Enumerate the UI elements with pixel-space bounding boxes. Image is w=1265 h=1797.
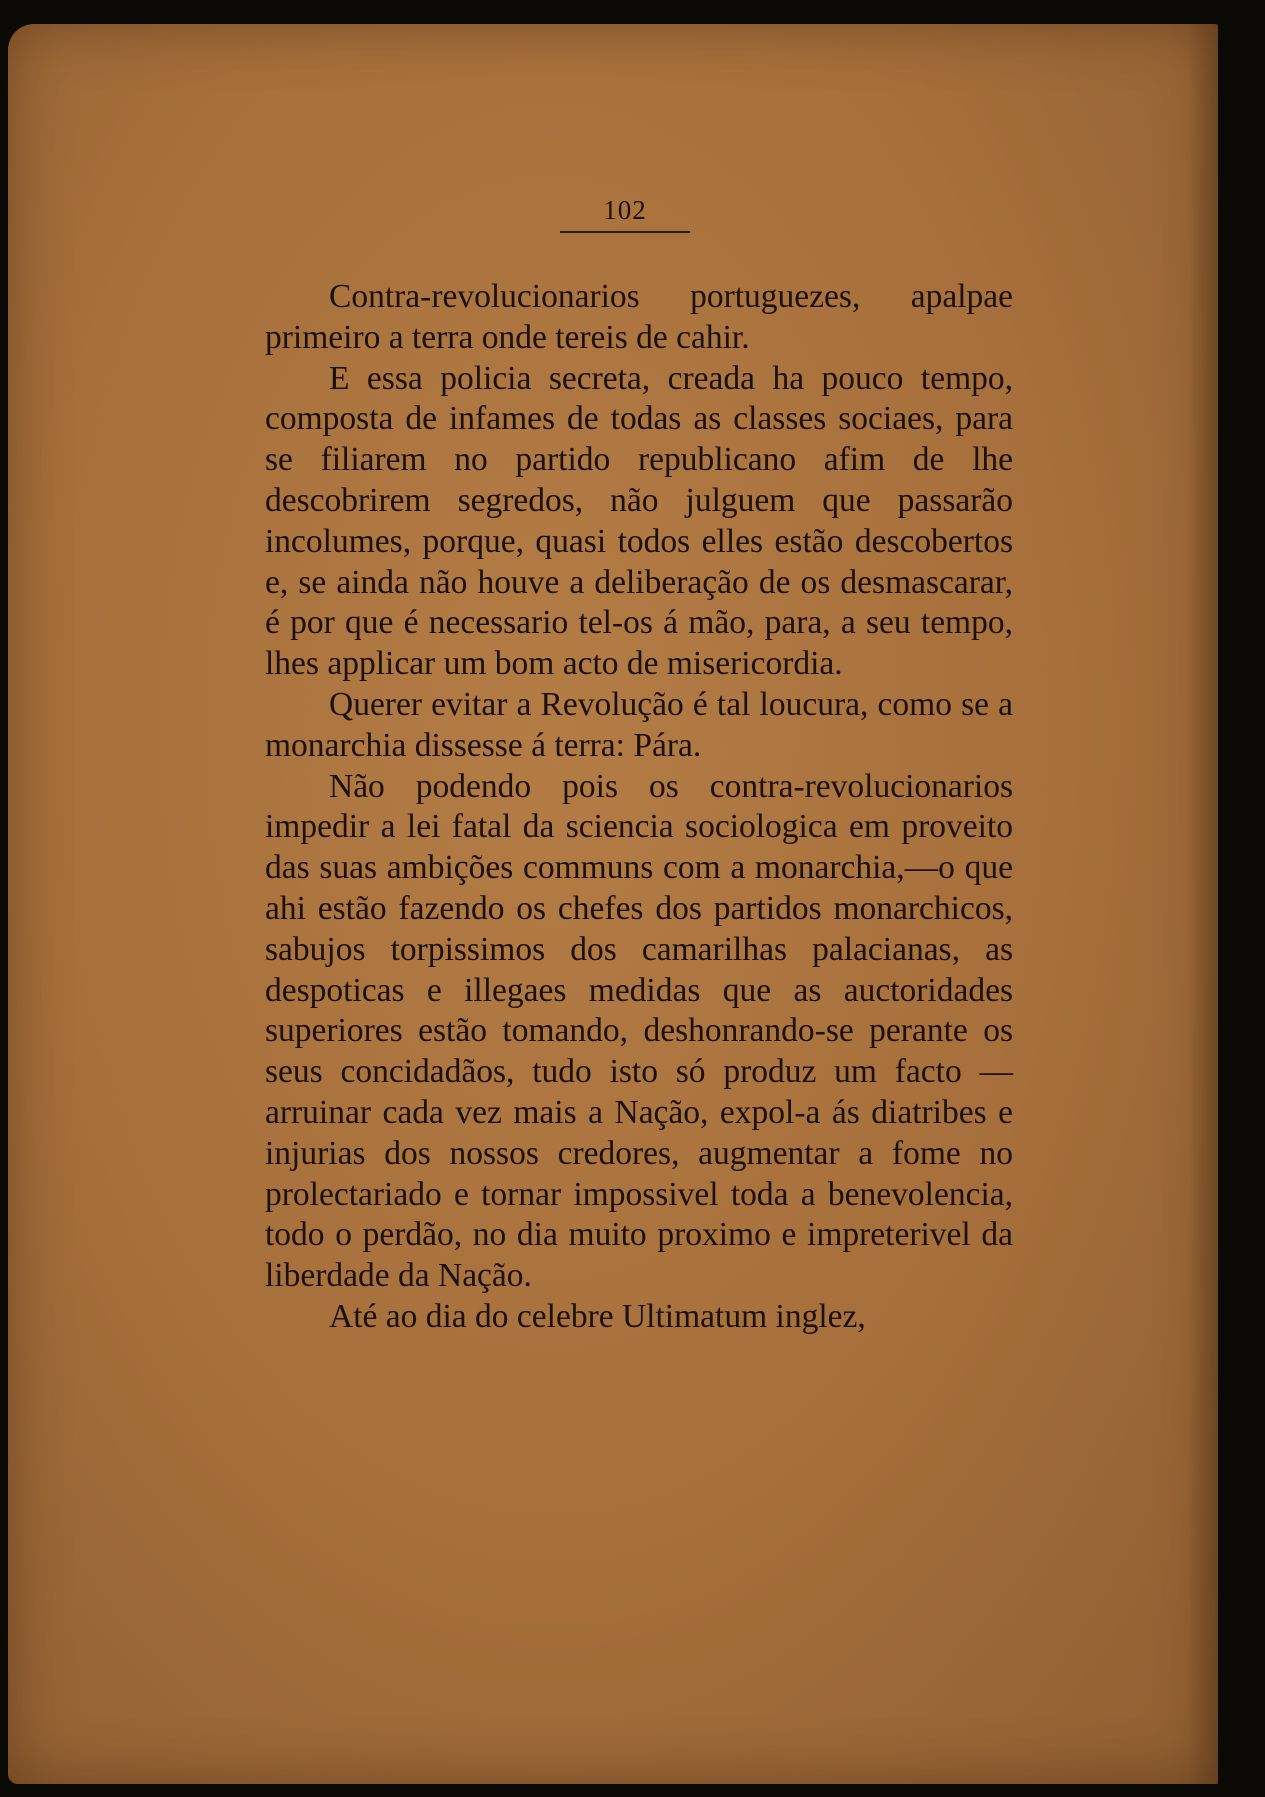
paragraph-counter-revolutionaries: Contra-revolucionarios portuguezes, apalpae primeiro a terra onde tereis de cahir. xyxy=(265,278,1013,356)
page-header xyxy=(560,195,690,233)
paragraph-revolution: Querer evitar a Revolução é tal loucura, como se a monarchia dissesse á terra: Pára. xyxy=(265,685,1013,764)
paragraph-monarchic-parties: Não podendo pois os contra-revolucionarios impedir a lei fatal da sciencia sociologica em proveito das suas ambições communs com a monarchia,—o que ahi estão fazendo os chefes dos partidos monarchicos, sabujos torpissimos dos camarilhas palacianas, as despoticas e illegaes medidas que as auctoridades superiores estão tomando, deshonrando-se perante os seus concidadãos, tudo isto só produz um facto — arruinar cada vez mais a Nação, expol-a ás diatribes e injurias dos nossos credores, augmentar a fome no prolectariado e tornar impossivel toda a benevolencia, todo o perdão, no dia muito proximo e impreterivel da liberdade da Nação. xyxy=(265,767,1013,1295)
paragraph-secret-police: E essa policia secreta, creada ha pouco tempo, composta de infames de todas as classes sociaes, para se filiarem no partido republicano afim de lhe descobrirem segredos, não julguem que passarão incolumes, porque, quasi todos elles estão descobertos e, se ainda não houve a deliberação de os desmascarar, é por que é necessario tel-os á mão, para, a seu tempo, lhes applicar um bom acto de misericordia. xyxy=(265,359,1013,683)
page-body-text xyxy=(265,277,1013,1338)
header-rule xyxy=(560,231,690,233)
page-edge-shadow xyxy=(1188,24,1218,1784)
page-number: 102 xyxy=(603,195,647,225)
paragraph-ultimatum: Até ao dia do celebre Ultimatum inglez, xyxy=(329,1297,866,1335)
